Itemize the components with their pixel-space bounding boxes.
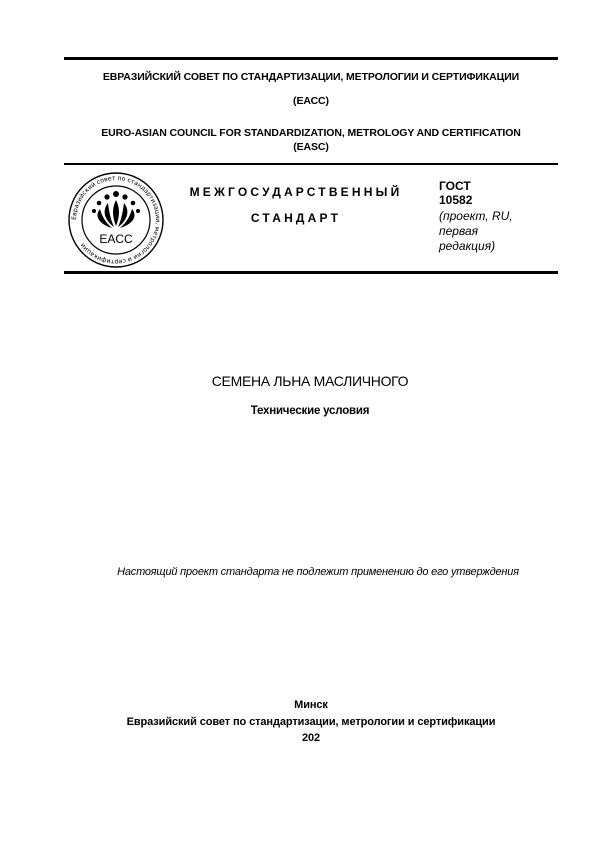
top-rule — [64, 57, 558, 60]
footer-publisher: Евразийский совет по стандартизации, метрологии и сертификации — [126, 716, 496, 728]
footer-city: Минск — [294, 699, 328, 711]
gost-status-line2: первая — [439, 224, 479, 238]
council-abbr-ru: (ЕАСС) — [293, 95, 329, 107]
middle-rule — [64, 163, 558, 165]
council-name-en: EURO-ASIAN COUNCIL FOR STANDARDIZATION, METROLOGY AND CERTIFICATION — [101, 127, 521, 139]
council-name-ru: ЕВРАЗИЙСКИЙ СОВЕТ ПО СТАНДАРТИЗАЦИИ, МЕТРОЛОГИИ И СЕРТИФИКАЦИИ — [102, 71, 520, 83]
gost-status-line3: редакция) — [439, 239, 496, 253]
gost-number: 10582 — [439, 193, 473, 207]
document-title: СЕМЕНА ЛЬНА МАСЛИЧНОГО — [211, 373, 409, 389]
draft-notice: Настоящий проект стандарта не подлежит применению до его утверждения — [117, 566, 519, 578]
footer-year: 202 — [301, 732, 321, 744]
standard-kind-line2: СТАНДАРТ — [250, 211, 342, 225]
emblem-ring-text: Евразийский совет по стандартизации, метрологии и сертификации — [70, 174, 162, 266]
standard-kind-line1: МЕЖГОСУДАРСТВЕННЫЙ — [189, 185, 403, 199]
bottom-rule — [64, 271, 558, 274]
gost-status-line1: (проект, RU, — [439, 209, 513, 223]
emblem-label: EACC — [99, 232, 133, 246]
document-subtitle: Технические условия — [250, 405, 370, 417]
easc-emblem-icon — [66, 170, 166, 270]
gost-prefix: ГОСТ — [439, 179, 471, 193]
council-abbr-en: (EASC) — [293, 141, 329, 153]
